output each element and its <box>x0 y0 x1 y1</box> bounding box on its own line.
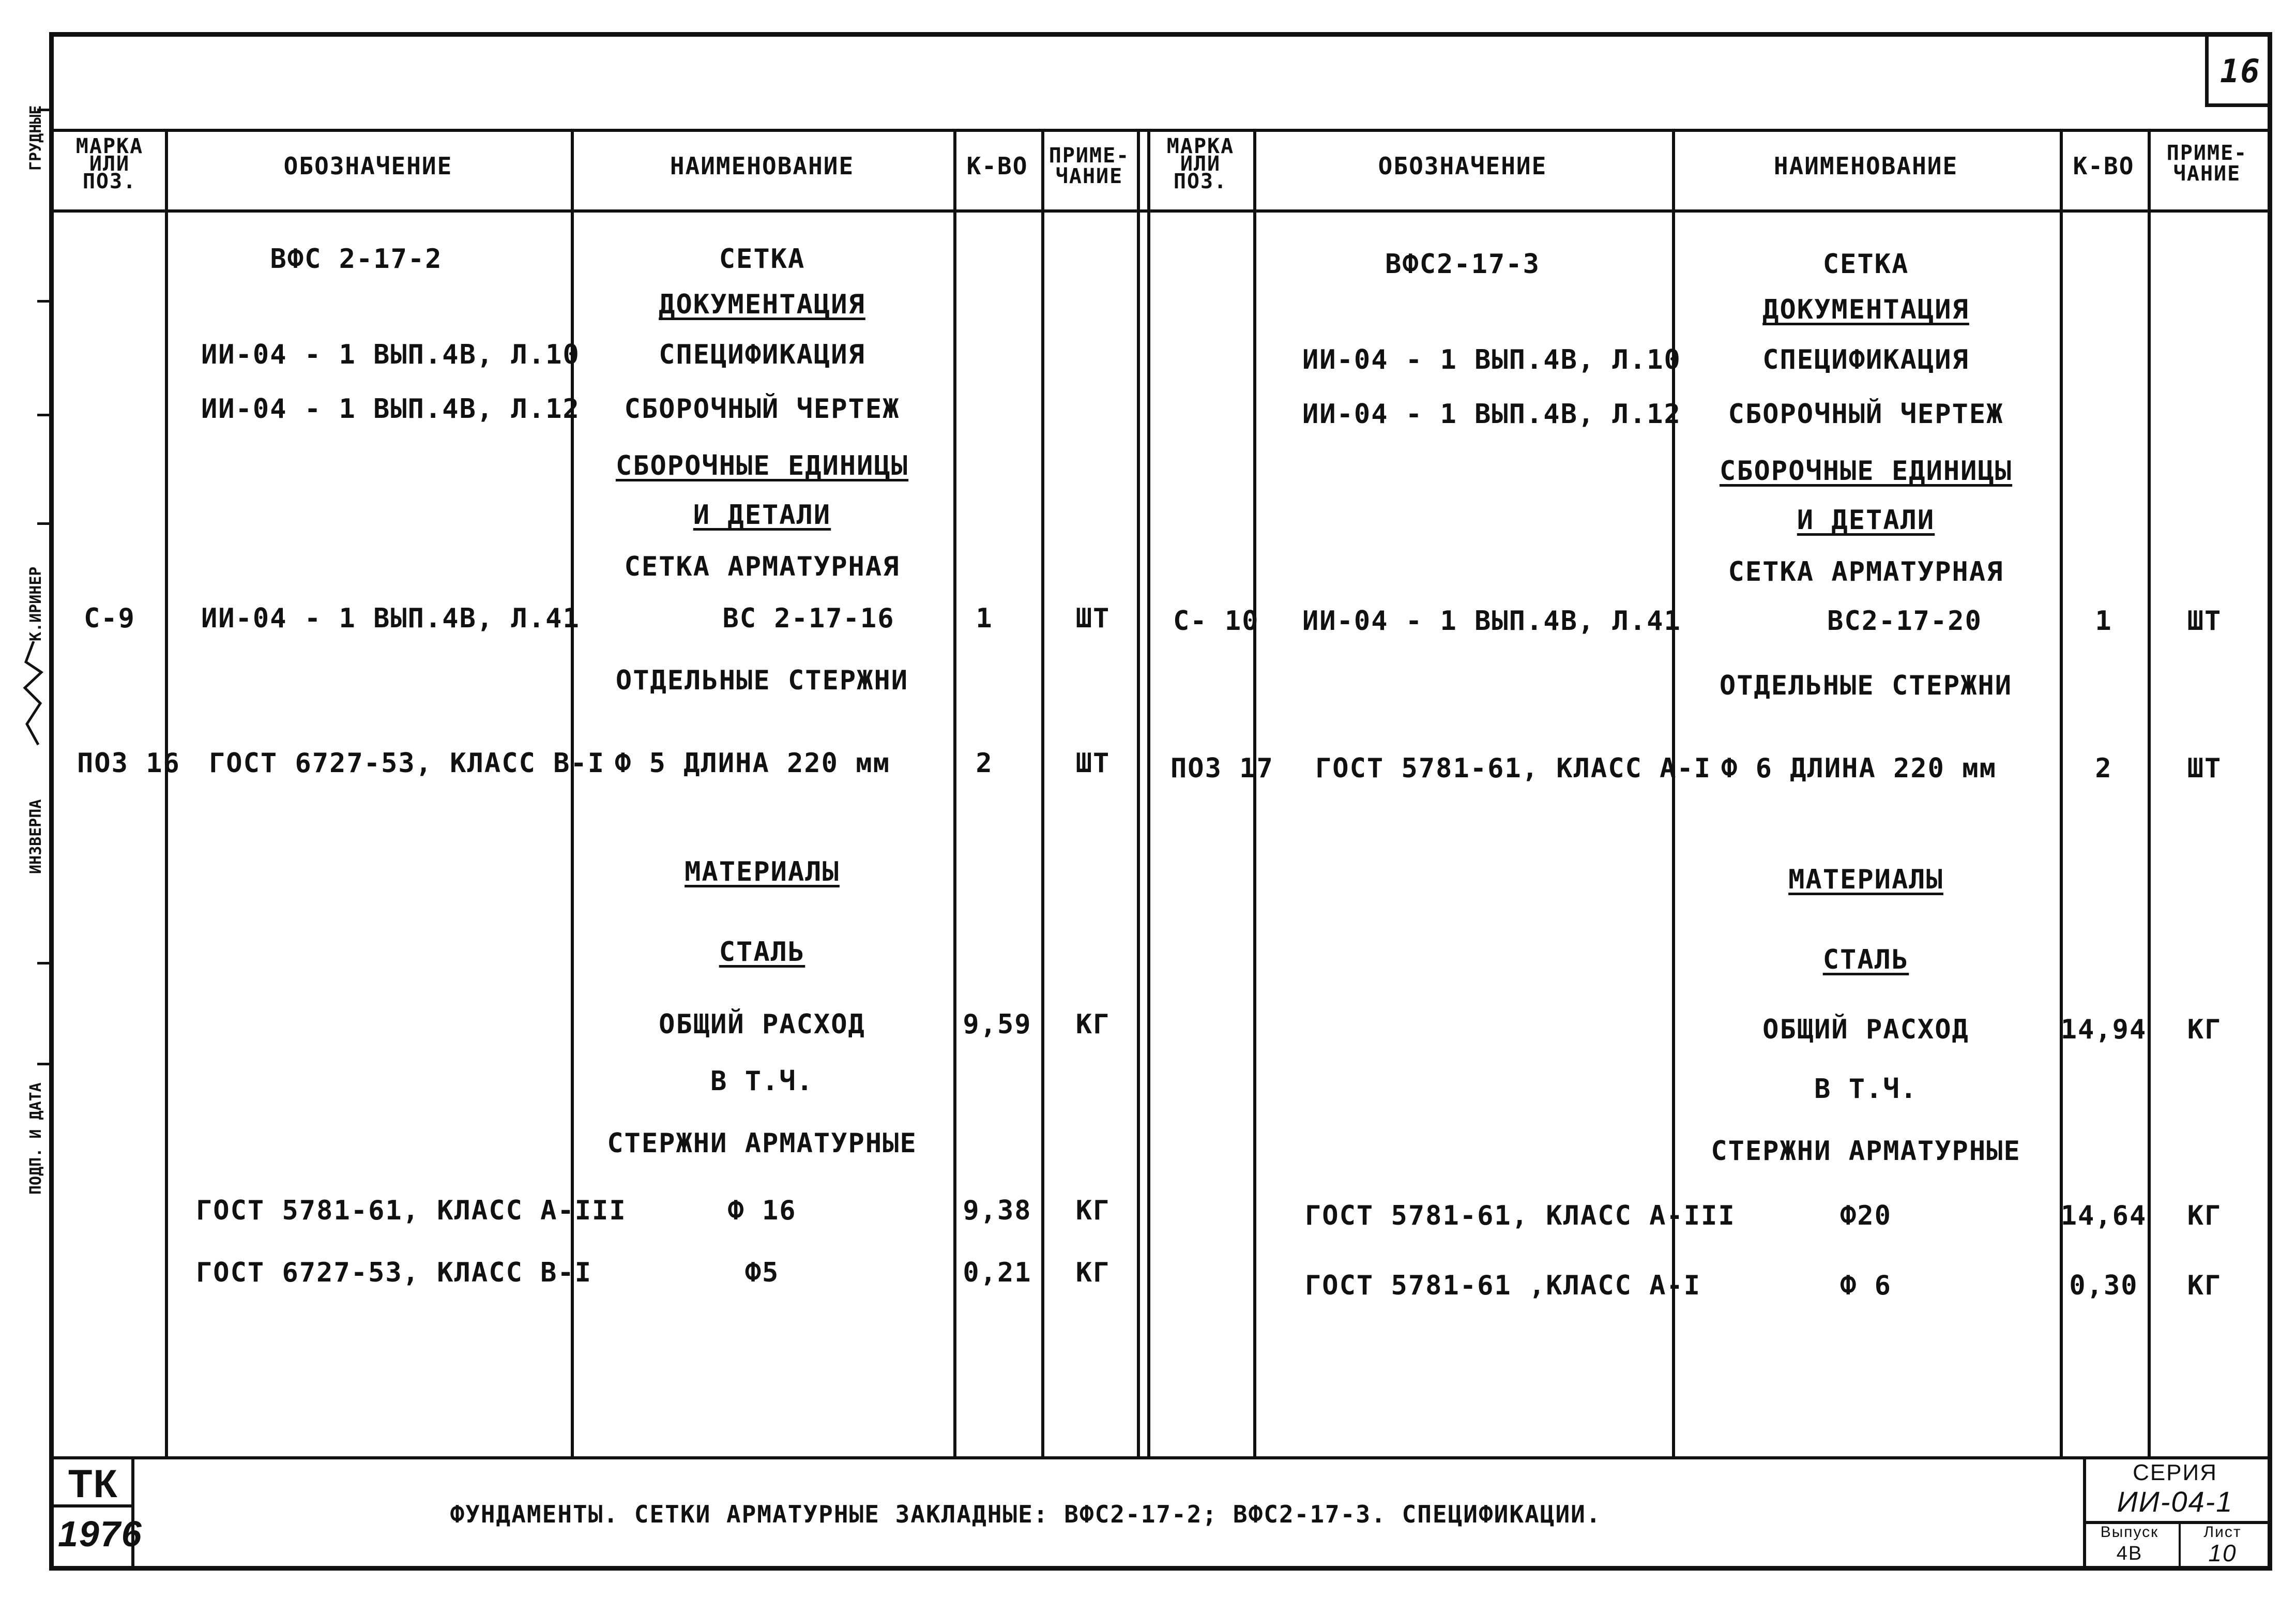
document-title: ФУНДАМЕНТЫ. СЕТКИ АРМАТУРНЫЕ ЗАКЛАДНЫЕ: ВФС2-17-2; ВФС2-17-3. СПЕЦИФИКАЦИИ. <box>450 1500 1602 1528</box>
issue-label: Выпуск <box>2100 1524 2159 1541</box>
col-divider <box>1041 129 1044 1456</box>
right-bar2-designation: ГОСТ 5781-61 ,КЛАСС А-I <box>1305 1270 1701 1301</box>
left-rod-qty: 2 <box>976 748 993 779</box>
left-rod-mark: ПОЗ 16 <box>77 748 180 779</box>
left-bar2-designation: ГОСТ 6727-53, КЛАСС В-I <box>196 1257 592 1288</box>
right-total-unit: КГ <box>2187 1014 2222 1045</box>
right-mesh-qty: 1 <box>2095 606 2112 637</box>
right-total-name: ОБЩИЙ РАСХОД <box>1762 1014 1969 1045</box>
left-title-name: СЕТКА <box>719 244 805 275</box>
right-doc2-name: СБОРОЧНЫЙ ЧЕРТЕЖ <box>1728 399 2004 430</box>
header-note: ПРИМЕ- ЧАНИЕ <box>1048 144 1130 188</box>
left-doc1-designation: ИИ-04 - 1 ВЫП.4В, Л.10 <box>201 339 580 370</box>
right-doc1-designation: ИИ-04 - 1 ВЫП.4В, Л.10 <box>1302 344 1681 375</box>
left-rod-designation: ГОСТ 6727-53, КЛАСС В-I <box>209 748 605 779</box>
left-margin-strip <box>0 0 49 1613</box>
left-total-unit: КГ <box>1075 1009 1111 1040</box>
drawing-sheet <box>49 32 2272 1571</box>
left-mesh-designation: ИИ-04 - 1 ВЫП.4В, Л.41 <box>201 603 580 634</box>
right-bar1-qty: 14,64 <box>2060 1200 2147 1231</box>
right-steel: СТАЛЬ <box>1822 944 1909 975</box>
right-mesh-code: ВС2-17-20 <box>1827 606 1982 637</box>
org-code: ТК <box>68 1462 118 1506</box>
right-mesh-name: СЕТКА АРМАТУРНАЯ <box>1728 556 2004 587</box>
right-section-units: СБОРОЧНЫЕ ЕДИНИЦЫ <box>1719 456 2013 487</box>
series-value: ИИ-04-1 <box>2117 1485 2233 1518</box>
right-mesh-mark: С- 10 <box>1173 606 1259 637</box>
col-divider <box>1672 129 1675 1456</box>
right-doc1-name: СПЕЦИФИКАЦИЯ <box>1762 344 1969 375</box>
left-materials: МАТЕРИАЛЫ <box>685 856 840 887</box>
left-section-units: И ДЕТАЛИ <box>693 500 831 531</box>
left-rod-unit: ШТ <box>1075 748 1111 779</box>
right-section-doc: ДОКУМЕНТАЦИЯ <box>1762 294 1969 325</box>
right-mesh-designation: ИИ-04 - 1 ВЫП.4В, Л.41 <box>1302 606 1681 637</box>
left-incl: В Т.Ч. <box>710 1066 814 1097</box>
right-section-units: И ДЕТАЛИ <box>1797 505 1935 536</box>
right-incl: В Т.Ч. <box>1814 1074 1918 1105</box>
col-divider <box>1137 129 1140 1456</box>
left-doc2-name: СБОРОЧНЫЙ ЧЕРТЕЖ <box>624 394 900 425</box>
right-rod-name: Ф 6 ДЛИНА 220 мм <box>1721 753 1997 784</box>
col-divider <box>2148 129 2151 1456</box>
right-mesh-unit: ШТ <box>2187 606 2222 637</box>
header-mark: МАРКА ИЛИ ПОЗ. <box>75 134 144 193</box>
left-mesh-name: СЕТКА АРМАТУРНАЯ <box>624 551 900 582</box>
left-bar1-unit: КГ <box>1075 1195 1111 1226</box>
col-divider <box>165 129 168 1456</box>
sheet-number: 16 <box>2220 52 2261 90</box>
left-total-qty: 9,59 <box>963 1009 1032 1040</box>
header-top-rule <box>54 129 2268 132</box>
left-rods-title: ОТДЕЛЬНЫЕ СТЕРЖНИ <box>615 665 909 696</box>
right-bar2-unit: КГ <box>2187 1270 2222 1301</box>
left-mesh-code: ВС 2-17-16 <box>722 603 895 634</box>
right-doc2-designation: ИИ-04 - 1 ВЫП.4В, Л.12 <box>1302 399 1681 430</box>
header-qty: К-ВО <box>966 152 1028 180</box>
col-divider <box>1147 129 1150 1456</box>
right-bar1-designation: ГОСТ 5781-61, КЛАСС А-III <box>1305 1200 1736 1231</box>
series-label: СЕРИЯ <box>2133 1460 2217 1485</box>
left-bars-title: СТЕРЖНИ АРМАТУРНЫЕ <box>607 1128 917 1159</box>
right-total-qty: 14,94 <box>2060 1014 2147 1045</box>
header-mark: МАРКА ИЛИ ПОЗ. <box>1166 134 1235 193</box>
margin-label: ИНЗВЕРПА <box>27 799 45 874</box>
right-materials: МАТЕРИАЛЫ <box>1788 864 1943 895</box>
header-name: НАИМЕНОВАНИЕ <box>1773 152 1958 180</box>
footer-divider <box>2179 1521 2181 1567</box>
margin-label: ГРУДНЫЕ <box>27 105 45 171</box>
right-title-name: СЕТКА <box>1822 249 1909 280</box>
left-bar1-qty: 9,38 <box>963 1195 1032 1226</box>
header-qty: К-ВО <box>2073 152 2135 180</box>
footer-rule <box>54 1456 2268 1459</box>
year: 1976 <box>58 1514 143 1554</box>
left-mesh-unit: ШТ <box>1075 603 1111 634</box>
right-rod-unit: ШТ <box>2187 753 2222 784</box>
left-title-designation: ВФС 2-17-2 <box>270 244 443 275</box>
right-rods-title: ОТДЕЛЬНЫЕ СТЕРЖНИ <box>1719 670 2013 701</box>
left-bar2-qty: 0,21 <box>963 1257 1032 1288</box>
right-rod-designation: ГОСТ 5781-61, КЛАСС А-I <box>1315 753 1712 784</box>
left-bar2-name: Ф5 <box>744 1257 780 1288</box>
left-total-name: ОБЩИЙ РАСХОД <box>659 1009 865 1040</box>
right-bar1-unit: КГ <box>2187 1200 2222 1231</box>
header-designation: ОБОЗНАЧЕНИЕ <box>283 152 453 180</box>
left-bar1-designation: ГОСТ 5781-61, КЛАСС А-III <box>196 1195 627 1226</box>
sheet-value: 10 <box>2208 1540 2237 1566</box>
right-bar1-name: Ф20 <box>1840 1200 1892 1231</box>
issue-value: 4В <box>2116 1543 2143 1564</box>
left-bar1-name: Ф 16 <box>727 1195 797 1226</box>
margin-label: К.ИРИНЕР <box>27 566 45 641</box>
left-mesh-qty: 1 <box>976 603 993 634</box>
right-bars-title: СТЕРЖНИ АРМАТУРНЫЕ <box>1711 1136 2021 1167</box>
left-section-doc: ДОКУМЕНТАЦИЯ <box>659 289 865 320</box>
right-rod-mark: ПОЗ 17 <box>1170 753 1274 784</box>
header-note: ПРИМЕ- ЧАНИЕ <box>2166 141 2248 186</box>
col-divider <box>1253 129 1256 1456</box>
left-doc1-name: СПЕЦИФИКАЦИЯ <box>659 339 865 370</box>
left-mesh-mark: С-9 <box>84 603 135 634</box>
header-name: НАИМЕНОВАНИЕ <box>670 152 855 180</box>
left-section-units: СБОРОЧНЫЕ ЕДИНИЦЫ <box>615 450 909 481</box>
sheet-label: Лист <box>2203 1524 2242 1541</box>
right-bar2-qty: 0,30 <box>2069 1270 2138 1301</box>
margin-label: ПОДП. И ДАТА <box>27 1082 45 1195</box>
col-divider <box>953 129 956 1456</box>
right-bar2-name: Ф 6 <box>1840 1270 1892 1301</box>
footer-divider <box>2083 1456 2086 1566</box>
signature-mark <box>21 641 47 755</box>
left-steel: СТАЛЬ <box>719 937 805 968</box>
left-bar2-unit: КГ <box>1075 1257 1111 1288</box>
left-rod-name: Ф 5 ДЛИНА 220 мм <box>615 748 890 779</box>
header-bottom-rule <box>54 209 2268 213</box>
right-title-designation: ВФС2-17-3 <box>1385 249 1540 280</box>
sheet-number-box <box>2205 32 2272 107</box>
left-doc2-designation: ИИ-04 - 1 ВЫП.4В, Л.12 <box>201 394 580 425</box>
header-designation: ОБОЗНАЧЕНИЕ <box>1378 152 1547 180</box>
col-divider <box>2060 129 2063 1456</box>
right-rod-qty: 2 <box>2095 753 2112 784</box>
